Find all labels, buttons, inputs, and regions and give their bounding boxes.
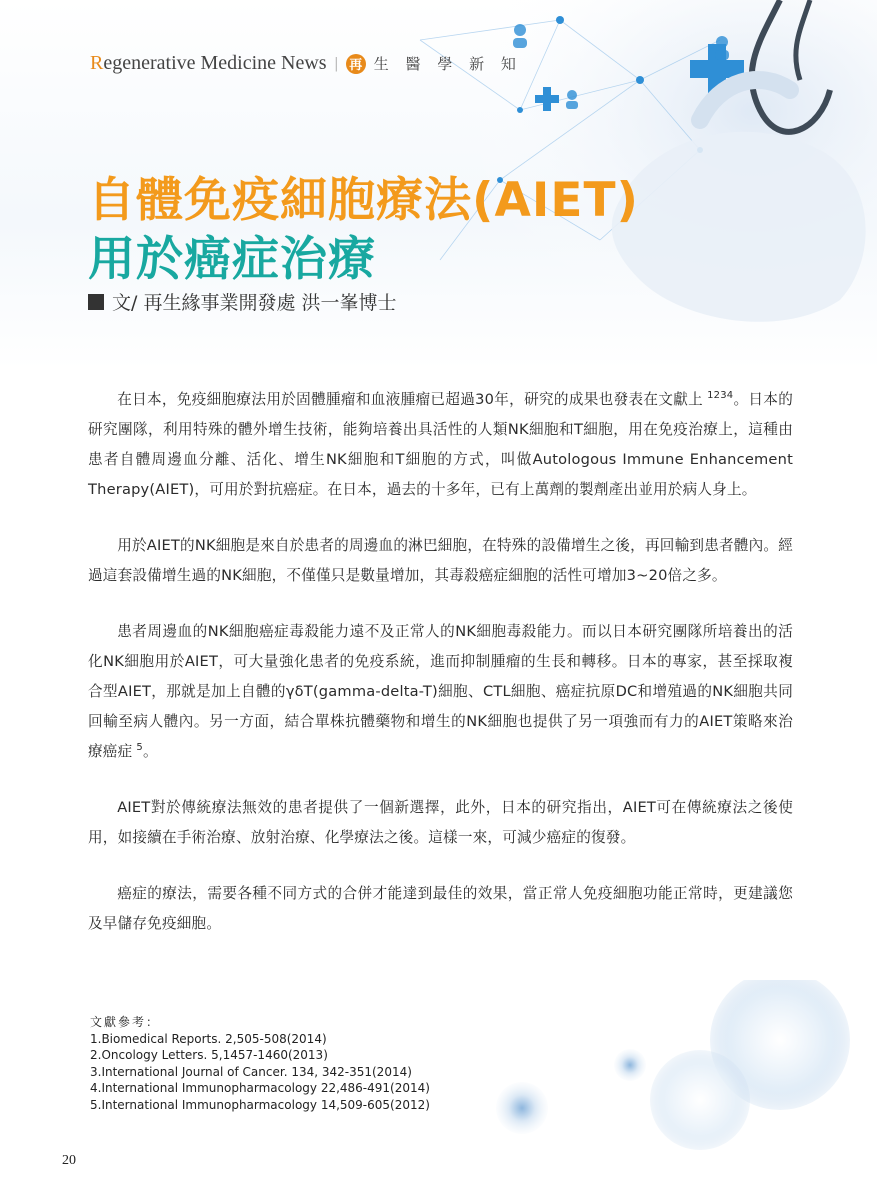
masthead-badge: 再 <box>346 54 366 74</box>
paragraph-3-text: 患者周邊血的NK細胞癌症毒殺能力遠不及正常人的NK細胞毒殺能力。而以日本研究團隊所培養出的活化NK細胞用於AIET，可大量強化患者的免疫系統，進而抑制腫瘤的生長和轉移。日本的專家，甚至採取複合型AIET，那就是加上自體的γδT(gamma-delta-T)細胞、CTL細胞、癌症抗原DC和增殖過的NK細胞共同回輸至病人體內。另一方面，結合單株抗體藥物和增生的NK細胞也提供了另一項強而有力的AIET策略來治療癌症 <box>88 623 793 760</box>
decorative-cell-bubbles <box>470 980 870 1180</box>
paragraph-4: AIET對於傳統療法無效的患者提供了一個新選擇，此外，日本的研究指出，AIET可在傳統療法之後使用，如接續在手術治療、放射治療、化學療法之後。這樣一來，可減少癌症的復發。 <box>88 799 793 846</box>
paragraph-2: 用於AIET的NK細胞是來自於患者的周邊血的淋巴細胞，在特殊的設備增生之後，再回輸到患者體內。經過這套設備增生過的NK細胞，不僅僅只是數量增加，其毒殺癌症細胞的活性可增加3~20倍之多。 <box>88 537 793 584</box>
reference-item: 1.Biomedical Reports. 2,505-508(2014) <box>90 1031 327 1046</box>
reference-item: 2.Oncology Letters. 5,1457-1460(2013) <box>90 1048 328 1063</box>
paragraph-3 <box>88 617 793 767</box>
reference-item: 5.International Immunopharmacology 14,509-605(2012) <box>90 1097 430 1112</box>
masthead-initial: R <box>90 52 104 74</box>
article-body <box>88 385 793 965</box>
paragraph-1-text: 在日本，免疫細胞療法用於固體腫瘤和血液腫瘤已超過30年，研究的成果也發表在文獻上 <box>117 391 704 408</box>
masthead-title-rest: egenerative Medicine News <box>103 52 327 74</box>
references-title: 文獻參考： <box>90 1015 161 1029</box>
article-byline <box>88 288 396 315</box>
paragraph-1 <box>88 385 793 505</box>
references-section <box>90 1014 430 1114</box>
page-number: 20 <box>62 1153 76 1168</box>
paragraph-5: 癌症的療法，需要各種不同方式的合併才能達到最佳的效果，當正常人免疫細胞功能正常時，更建議您及早儲存免疫細胞。 <box>88 885 793 932</box>
masthead-title <box>90 52 327 75</box>
citation-superscript: 5 <box>136 742 143 753</box>
byline-square-icon <box>88 294 104 310</box>
article-title-line2: 用於癌症治療 <box>88 232 376 287</box>
article-title-line1: 自體免疫細胞療法(AIET) <box>88 173 639 228</box>
reference-item: 3.International Journal of Cancer. 134, 342-351(2014) <box>90 1064 412 1079</box>
byline-text: 文/ 再生緣事業開發處 洪一峯博士 <box>112 292 397 314</box>
paragraph-1-tail: 。日本的研究團隊，利用特殊的體外增生技術，能夠培養出具活性的人類NK細胞和T細胞，用在免疫治療上，這種由患者自體周邊血分離、活化、增生NK細胞和T細胞的方式，叫做Autologous Immune Enhancement Therapy(AIET)，可用於對抗癌症。在日本，過去的十多年，已有上萬劑的製劑產出並用於病人身上。 <box>88 391 793 498</box>
masthead-separator: | <box>334 54 338 72</box>
magazine-masthead <box>90 52 522 75</box>
paragraph-3-tail: 。 <box>142 743 158 760</box>
citation-superscript: 1234 <box>707 390 734 401</box>
masthead-subtitle: 生 醫 學 新 知 <box>373 55 522 73</box>
reference-item: 4.International Immunopharmacology 22,486-491(2014) <box>90 1081 430 1096</box>
